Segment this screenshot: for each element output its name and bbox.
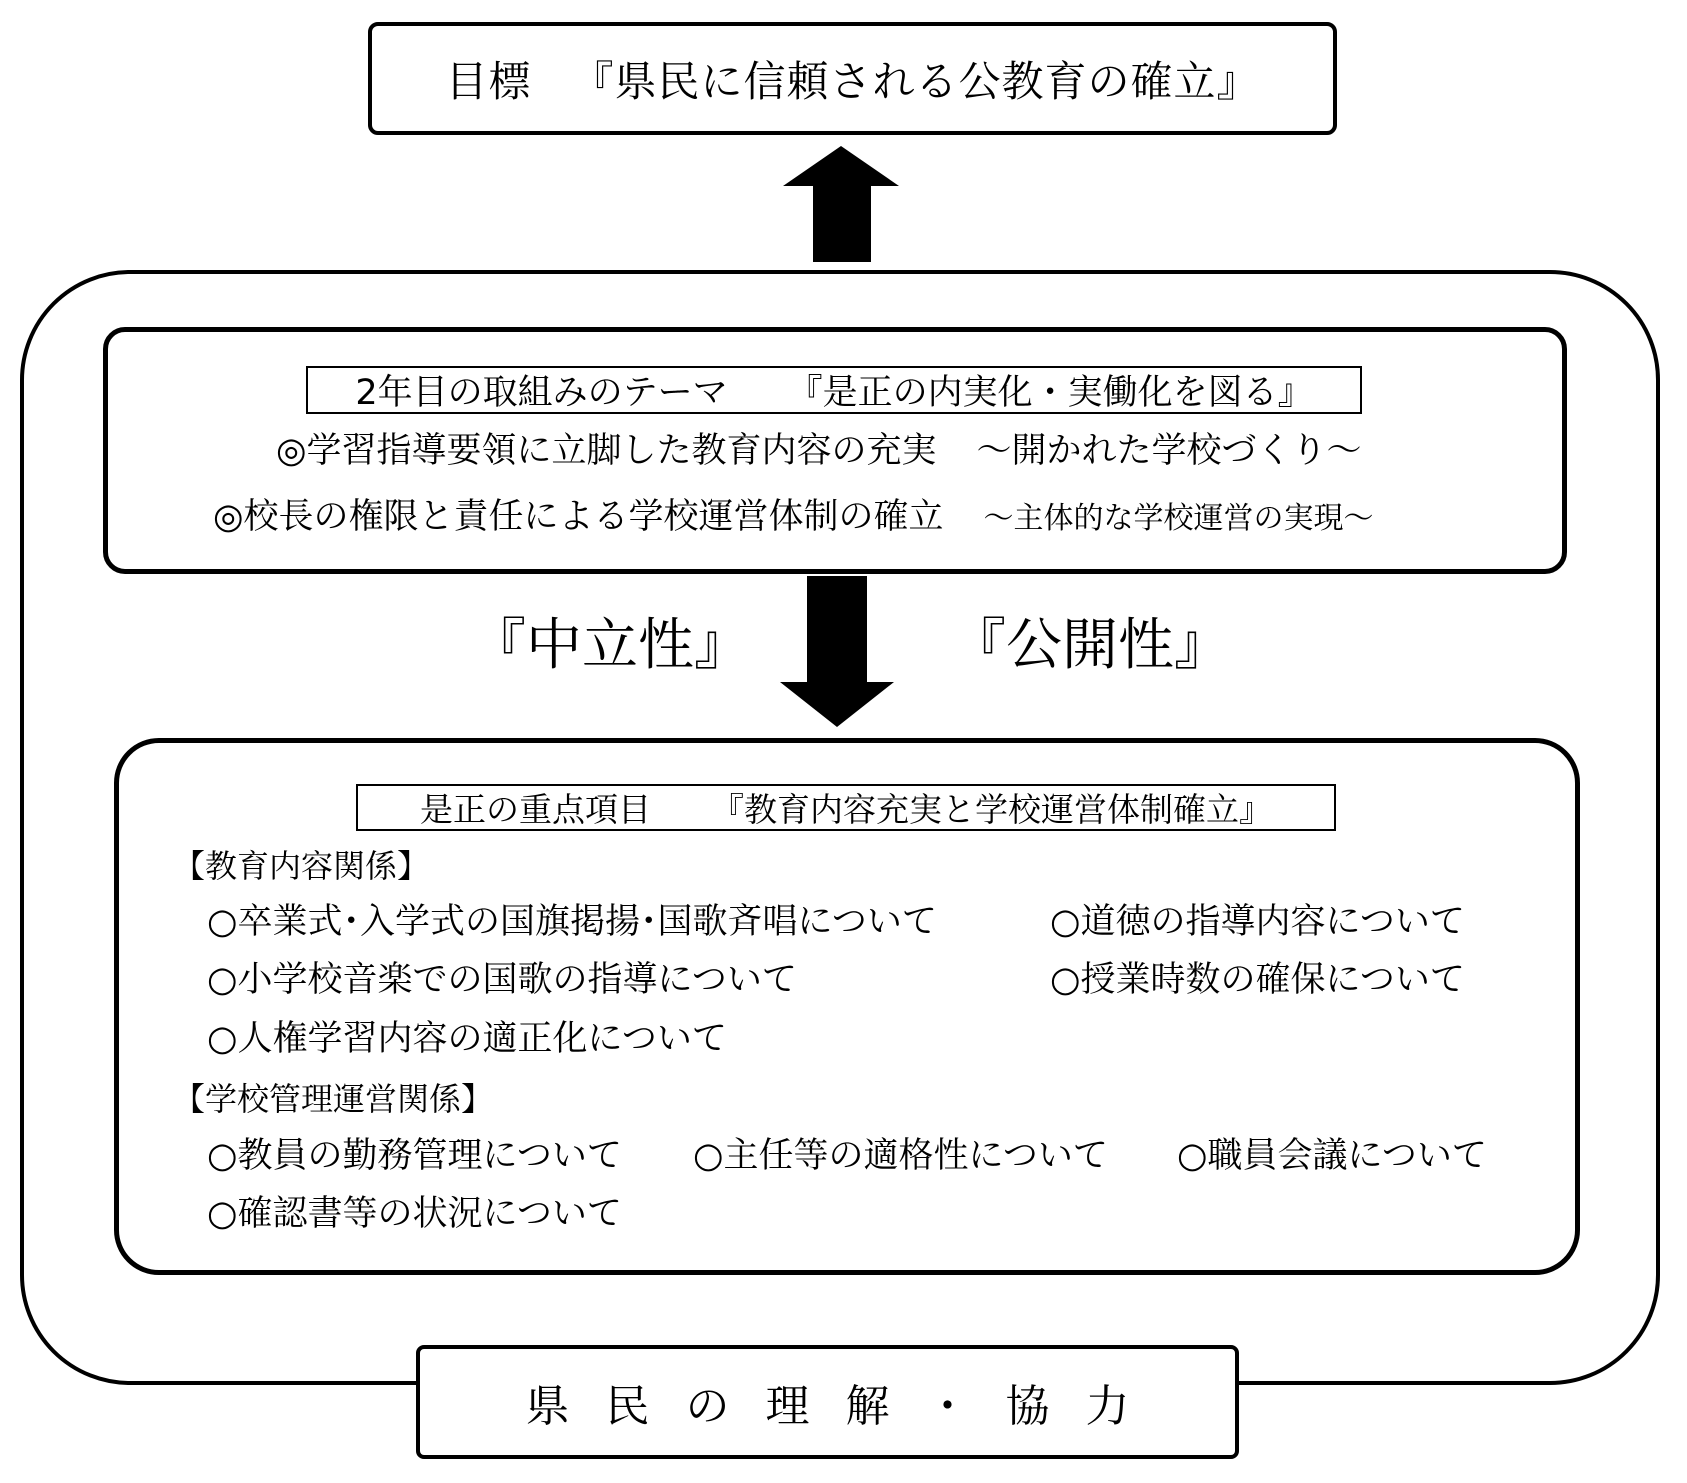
neutrality-label: 『中立性』 <box>470 613 750 678</box>
theme-line-2-sub: ～主体的な学校運営の実現～ <box>983 501 1374 536</box>
list-item: ○職員会議について <box>1177 1136 1487 1176</box>
list-item: ○授業時数の確保について <box>1050 960 1465 1000</box>
theme-line-2-main: ◎校長の権限と責任による学校運営体制の確立 <box>213 497 944 537</box>
category-education-content: 【教育内容関係】 <box>173 847 430 885</box>
list-item: ○主任等の適格性について <box>693 1136 1108 1176</box>
key-points-title-text: 『教育内容充実と学校運営体制確立』 <box>711 790 1272 829</box>
openness-label: 『公開性』 <box>950 613 1230 678</box>
theme-line-1-main: ◎学習指導要領に立脚した教育内容の充実 <box>276 431 937 471</box>
goal-text: 『県民に信頼される公教育の確立』 <box>571 56 1260 106</box>
list-item: ○卒業式･入学式の国旗掲揚･国歌斉唱について <box>207 902 937 942</box>
theme-title-label: 2年目の取組みのテーマ <box>355 373 728 413</box>
key-points-title <box>356 784 1336 831</box>
list-item: ○教員の勤務管理について <box>207 1136 622 1176</box>
theme-line-1 <box>276 431 1362 471</box>
theme-title-text: 『是正の内実化・実働化を図る』 <box>787 373 1313 413</box>
theme-line-1-sub: ～開かれた学校づくり～ <box>976 431 1362 471</box>
citizen-support-box: 県民の理解・協力 <box>416 1345 1239 1459</box>
goal-box <box>368 22 1337 135</box>
list-item: ○道徳の指導内容について <box>1050 902 1465 942</box>
theme-title <box>306 366 1362 414</box>
theme-line-2 <box>213 497 1374 537</box>
list-item: ○確認書等の状況について <box>207 1194 622 1234</box>
up-arrow-shape <box>783 146 899 262</box>
list-item: ○小学校音楽での国歌の指導について <box>207 960 797 1000</box>
goal-label: 目標 <box>445 56 532 106</box>
key-points-title-label: 是正の重点項目 <box>420 790 651 829</box>
category-school-management: 【学校管理運営関係】 <box>173 1080 494 1118</box>
list-item: ○人権学習内容の適正化について <box>207 1019 727 1059</box>
